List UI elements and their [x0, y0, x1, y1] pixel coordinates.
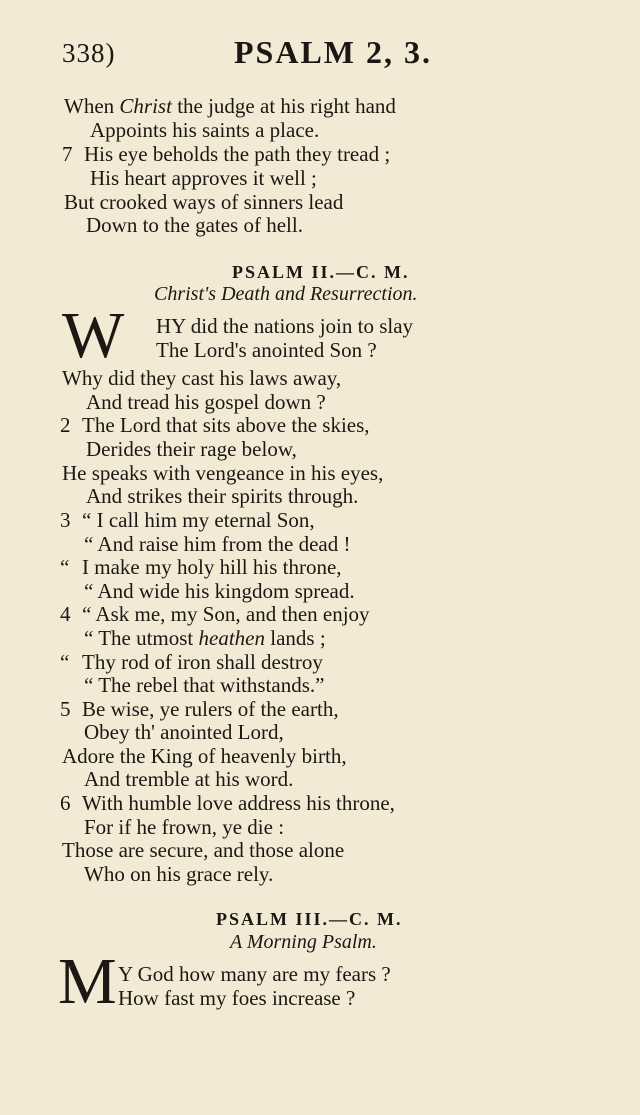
verse-line: “ I make my holy hill his throne, — [60, 555, 342, 579]
verse-line: “ And raise him from the dead ! — [84, 532, 351, 556]
verse-number: 6 — [60, 791, 71, 815]
verse-line: Who on his grace rely. — [84, 862, 274, 886]
drop-cap: W — [62, 299, 125, 372]
verse-line: Appoints his saints a place. — [90, 118, 320, 142]
verse-line: And tremble at his word. — [84, 767, 294, 791]
verse-number: 5 — [60, 697, 71, 721]
psalm-subtitle: A Morning Psalm. — [230, 931, 377, 953]
page-number: 338) — [62, 38, 116, 68]
verse-line: “ The utmost heathen lands ; — [84, 626, 326, 650]
verse-line: Y God how many are my fears ? — [118, 962, 391, 986]
verse-line: Derides their rage below, — [86, 437, 297, 461]
verse-number: 3 — [60, 508, 71, 532]
verse-line: HY did the nations join to slay — [156, 314, 414, 338]
verse-line: He speaks with vengeance in his eyes, — [62, 461, 384, 485]
verse-line: 4 “ Ask me, my Son, and then enjoy — [60, 602, 370, 626]
verse-line: 2 The Lord that sits above the skies, — [60, 413, 370, 437]
verse-number: 2 — [60, 413, 71, 437]
verse-line: Adore the King of heavenly birth, — [62, 744, 347, 768]
verse-line: 6 With humble love address his throne, — [60, 791, 395, 815]
verse-line: “ The rebel that withstands.” — [84, 673, 325, 697]
verse-line: The Lord's anointed Son ? — [156, 338, 377, 362]
verse-line: For if he frown, ye die : — [84, 815, 285, 839]
psalm-subtitle: Christ's Death and Resurrection. — [154, 283, 418, 305]
verse-line: Those are secure, and those alone — [62, 838, 345, 862]
verse-line: “ And wide his kingdom spread. — [84, 579, 355, 603]
verse-line: Down to the gates of hell. — [86, 213, 303, 237]
verse-line: But crooked ways of sinners lead — [64, 190, 344, 214]
verse-line: When Christ the judge at his right hand — [64, 94, 396, 118]
running-head — [0, 34, 640, 74]
verse-line: Why did they cast his laws away, — [62, 366, 342, 390]
verse-number: 4 — [60, 602, 71, 626]
verse-number: 7 — [62, 142, 73, 166]
quote-mark: “ — [60, 555, 70, 579]
quote-mark: “ — [60, 650, 70, 674]
psalm-heading: PSALM II.—C. M. — [232, 262, 410, 282]
psalm-heading: PSALM III.—C. M. — [216, 909, 403, 929]
verse-line: 5 Be wise, ye rulers of the earth, — [60, 697, 339, 721]
verse-line: How fast my foes increase ? — [118, 986, 356, 1010]
verse-line: Obey th' anointed Lord, — [84, 720, 284, 744]
verse-line: And strikes their spirits through. — [86, 484, 359, 508]
page-title: PSALM 2, 3. — [234, 34, 432, 70]
verse-line: 7 His eye beholds the path they tread ; — [62, 142, 391, 166]
verse-line: His heart approves it well ; — [90, 166, 317, 190]
drop-cap: M — [58, 945, 117, 1018]
verse-line: “ Thy rod of iron shall destroy — [60, 650, 323, 674]
verse-line: 3 “ I call him my eternal Son, — [60, 508, 315, 532]
verse-line: And tread his gospel down ? — [86, 390, 326, 414]
